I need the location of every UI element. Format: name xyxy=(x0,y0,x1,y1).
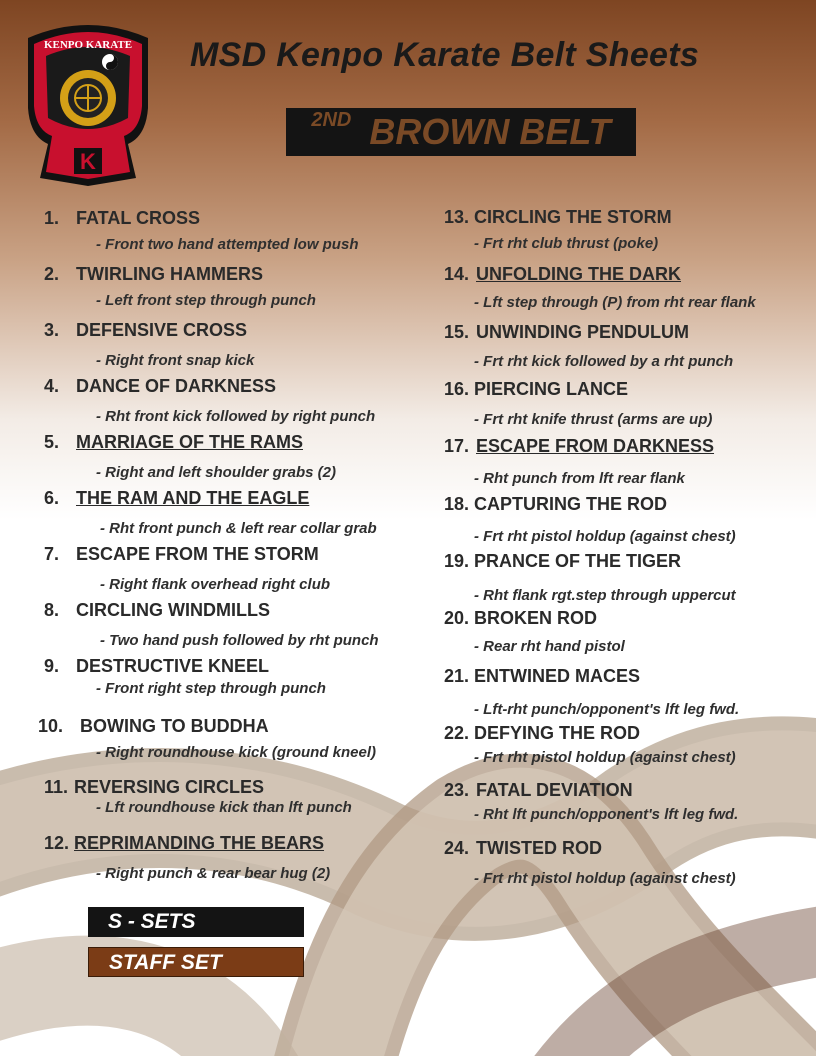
technique-item: 18. CAPTURING THE ROD - Frt rht pistol holdup (against chest) xyxy=(444,494,736,545)
technique-item: 6. THE RAM AND THE EAGLE - Rht front punch & left rear collar grab xyxy=(44,488,377,537)
technique-description: - Right and left shoulder grabs (2) xyxy=(96,464,337,481)
technique-item: 17. ESCAPE FROM DARKNESS - Rht punch from lft rear flank xyxy=(444,436,715,487)
technique-description: - Frt rht knife thrust (arms are up) xyxy=(474,411,713,428)
technique-name: REVERSING CIRCLES xyxy=(74,777,265,797)
technique-item: 9. DESTRUCTIVE KNEEL - Front right step through punch xyxy=(44,656,326,697)
technique-description: - Front two hand attempted low push xyxy=(96,236,359,253)
technique-description: - Frt rht club thrust (poke) xyxy=(474,235,659,252)
technique-name: PIERCING LANCE xyxy=(474,379,629,399)
staff-set-label: STAFF SET xyxy=(88,947,304,977)
technique-item: 2. TWIRLING HAMMERS - Left front step through punch xyxy=(44,264,316,309)
technique-description: - Right punch & rear bear hug (2) xyxy=(96,865,331,882)
page-title: MSD Kenpo Karate Belt Sheets xyxy=(190,36,700,74)
technique-description: - Lft step through (P) from rht rear flank xyxy=(474,294,756,311)
technique-description: - Rear rht hand pistol xyxy=(474,638,625,655)
technique-description: - Left front step through punch xyxy=(96,292,316,309)
technique-name: CIRCLING WINDMILLS xyxy=(76,600,270,620)
technique-item: 20. BROKEN ROD - Rear rht hand pistol xyxy=(444,608,625,655)
technique-name: CAPTURING THE ROD xyxy=(474,494,667,514)
technique-description: - Frt rht pistol holdup (against chest) xyxy=(474,749,736,766)
technique-name: DEFYING THE ROD xyxy=(474,723,641,743)
technique-item: 13. CIRCLING THE STORM - Frt rht club thrust (poke) xyxy=(444,207,672,252)
technique-item: 23. FATAL DEVIATION - Rht lft punch/opponent's lft leg fwd. xyxy=(444,780,739,823)
technique-item: 3. DEFENSIVE CROSS - Right front snap kick xyxy=(44,320,255,369)
rank-label: BROWN BELT xyxy=(369,111,611,152)
technique-description: - Two hand push followed by rht punch xyxy=(100,632,379,649)
technique-description: - Rht front kick followed by right punch xyxy=(96,408,376,425)
technique-name: FATAL DEVIATION xyxy=(476,780,633,800)
technique-name: BOWING TO BUDDHA xyxy=(80,716,269,736)
technique-item: 19. PRANCE OF THE TIGER - Rht flank rgt.step through uppercut xyxy=(444,551,736,604)
technique-description: - Rht flank rgt.step through uppercut xyxy=(474,587,736,604)
technique-name: TWIRLING HAMMERS xyxy=(76,264,263,284)
technique-description: - Frt rht kick followed by a rht punch xyxy=(474,353,734,370)
technique-description: - Right flank overhead right club xyxy=(100,576,331,593)
technique-name: PRANCE OF THE TIGER xyxy=(474,551,682,571)
technique-description: - Front right step through punch xyxy=(96,680,326,697)
technique-name: DANCE OF DARKNESS xyxy=(76,376,277,396)
rank-ordinal: 2ND xyxy=(311,109,352,131)
technique-item: 7. ESCAPE FROM THE STORM - Right flank overhead right club xyxy=(44,544,331,593)
technique-description: - Rht lft punch/opponent's lft leg fwd. xyxy=(474,806,739,823)
technique-item: 24. TWISTED ROD - Frt rht pistol holdup (against chest) xyxy=(444,838,736,887)
rank-banner xyxy=(286,108,636,156)
technique-name: ESCAPE FROM THE STORM xyxy=(76,544,319,564)
technique-item: 1. FATAL CROSS - Front two hand attempted low push xyxy=(44,208,359,253)
technique-item: 11. REVERSING CIRCLES - Lft roundhouse kick than lft punch xyxy=(44,777,352,816)
kenpo-karate-logo xyxy=(18,18,158,188)
technique-item: 21. ENTWINED MACES - Lft-rht punch/opponent's lft leg fwd. xyxy=(444,666,740,718)
technique-description: - Rht front punch & left rear collar grab xyxy=(100,520,377,537)
technique-description: - Frt rht pistol holdup (against chest) xyxy=(474,870,736,887)
technique-description: - Lft roundhouse kick than lft punch xyxy=(96,799,352,816)
technique-name: ESCAPE FROM DARKNESS xyxy=(476,436,715,456)
technique-description: - Rht punch from lft rear flank xyxy=(474,470,685,487)
technique-item: 12. REPRIMANDING THE BEARS - Right punch & rear bear hug (2) xyxy=(44,833,331,882)
technique-name: REPRIMANDING THE BEARS xyxy=(74,833,325,853)
s-sets-label: S - SETS xyxy=(88,907,304,937)
technique-item: 10. BOWING TO BUDDHA - Right roundhouse kick (ground kneel) xyxy=(38,716,377,761)
technique-item: 8. CIRCLING WINDMILLS - Two hand push followed by rht punch xyxy=(44,600,379,649)
technique-description: - Lft-rht punch/opponent's lft leg fwd. xyxy=(474,701,740,718)
svg-text:K: K xyxy=(80,149,96,174)
technique-name: DESTRUCTIVE KNEEL xyxy=(76,656,270,676)
technique-item: 16. PIERCING LANCE - Frt rht knife thrust (arms are up) xyxy=(444,379,713,428)
svg-text:KENPO KARATE: KENPO KARATE xyxy=(43,39,133,51)
technique-item: 22. DEFYING THE ROD - Frt rht pistol holdup (against chest) xyxy=(444,723,736,766)
technique-name: ENTWINED MACES xyxy=(474,666,640,686)
technique-description: - Frt rht pistol holdup (against chest) xyxy=(474,528,736,545)
technique-name: TWISTED ROD xyxy=(476,838,602,858)
technique-item: 14. UNFOLDING THE DARK - Lft step through (P) from rht rear flank xyxy=(444,264,756,311)
technique-item: 5. MARRIAGE OF THE RAMS - Right and left shoulder grabs (2) xyxy=(44,432,337,481)
technique-name: BROKEN ROD xyxy=(474,608,598,628)
technique-name: UNFOLDING THE DARK xyxy=(476,264,681,284)
technique-name: FATAL CROSS xyxy=(76,208,201,228)
technique-item: 4. DANCE OF DARKNESS - Rht front kick followed by right punch xyxy=(44,376,376,425)
technique-name: THE RAM AND THE EAGLE xyxy=(76,488,310,508)
technique-name: MARRIAGE OF THE RAMS xyxy=(76,432,303,452)
technique-name: CIRCLING THE STORM xyxy=(474,207,672,227)
technique-item: 15. UNWINDING PENDULUM - Frt rht kick followed by a rht punch xyxy=(444,322,734,370)
technique-name: UNWINDING PENDULUM xyxy=(476,322,689,342)
technique-description: - Right front snap kick xyxy=(96,352,255,369)
technique-name: DEFENSIVE CROSS xyxy=(76,320,248,340)
technique-description: - Right roundhouse kick (ground kneel) xyxy=(96,744,377,761)
